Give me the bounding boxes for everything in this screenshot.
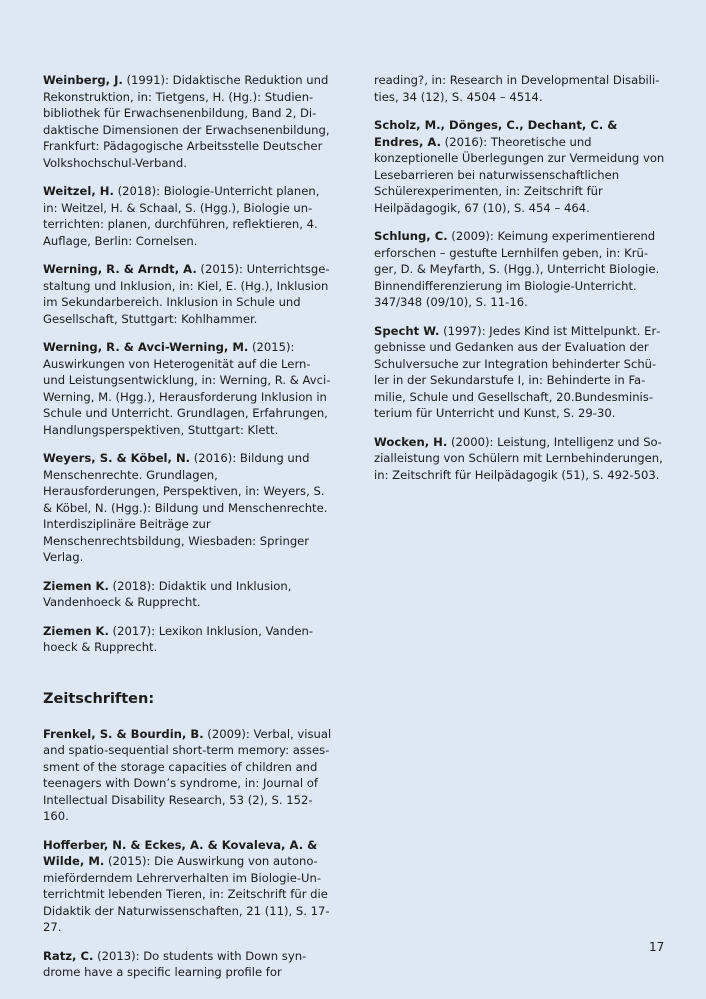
section-heading: Zeitschriften: bbox=[43, 690, 155, 707]
reference-text: (2018): Didaktik und Inklusion, Vandenhoeck & Rupprecht. bbox=[43, 578, 292, 609]
reference-author: Hofferber, N. & Eckes, A. & Kovaleva, A. & Wilde, M. bbox=[43, 837, 318, 868]
right-column bbox=[374, 72, 666, 495]
reference-text: (2015): Auswirkungen von Heterogenität auf die Lern- und Leistungsentwicklung, in: Werning, R. & Avci-Werning, M. (Hgg.), Herausforderung Inklusion in Schule und Unterricht. Grundlagen, Erfahrungen, Handlungsperspektiven, Stuttgart: Klett. bbox=[43, 340, 331, 437]
reference-author: Scholz, M., Dönges, C., Dechant, C. & Endres, A. bbox=[374, 118, 618, 149]
reference-entry bbox=[374, 323, 666, 422]
reference-text: (2015): Unterrichtsgestaltung und Inklusion, in: Kiel, E. (Hg.), Inklusion im Sekundarbereich. Inklusion in Schule und Gesellschaft, Stuttgart: Kohlhammer. bbox=[43, 262, 330, 326]
reference-entry bbox=[43, 948, 333, 981]
reference-author: Ratz, C. bbox=[43, 948, 94, 963]
reference-author: Werning, R. & Avci-Werning, M. bbox=[43, 340, 249, 354]
reference-author: Schlung, C. bbox=[374, 229, 448, 243]
reference-list-books bbox=[43, 72, 333, 656]
reference-entry bbox=[43, 837, 333, 936]
reference-author: Weyers, S. & Köbel, N. bbox=[43, 451, 191, 465]
reference-entry bbox=[374, 434, 666, 484]
reference-author: Specht W. bbox=[374, 323, 440, 338]
reference-text: (2018): Biologie-Unterricht planen, in: Weitzel, H. & Schaal, S. (Hgg.), Biologie unterrichten: planen, durchführen, reflektieren, 4. Auflage, Berlin: Cornelsen. bbox=[43, 184, 320, 248]
reference-author: Werning, R. & Arndt, A. bbox=[43, 262, 197, 276]
reference-author: Frenkel, S. & Bourdin, B. bbox=[43, 726, 204, 741]
reference-text: (2016): Bildung und Menschenrechte. Grundlagen, Herausforderungen, Perspektiven, in: Weyers, S. & Köbel, N. (Hgg.): Bildung und Menschenrechte. Interdisziplinäre Beiträge zur Menschenrechtsbildung, Wiesbaden: Springer Verlag. bbox=[43, 451, 328, 564]
reference-text: (2015): Die Auswirkung von autonomieförderndem Lehrerverhalten im Biologie-Unterrichtmit lebenden Tieren, in: Zeitschrift für die Didaktik der Naturwissenschaften, 21 (11), S. 17-27. bbox=[43, 854, 330, 934]
left-column bbox=[43, 72, 333, 993]
reference-entry bbox=[43, 339, 333, 438]
reference-text: (2017): Lexikon Inklusion, Vandenhoeck & Rupprecht. bbox=[43, 623, 314, 654]
reference-text: (2009): Keimung experimentierend erforschen – gestufte Lernhilfen geben, in: Krüger, D. & Meyfarth, S. (Hgg.), Unterricht Biologie. Binnendifferenzierung im Biologie-Unterricht. 347/348 (09/10), S. 11-16. bbox=[374, 229, 660, 309]
reference-list-journals bbox=[43, 726, 333, 981]
reference-author: Weinberg, J. bbox=[43, 73, 123, 87]
reference-text: (2009): Verbal, visual and spatio-sequential short-term memory: assessment of the storage capacities of children and teenagers with Down’s syndrome, in: Journal of Intellectual Disability Research, 53 (2), S. 152-160. bbox=[43, 726, 332, 823]
reference-author: Wocken, H. bbox=[374, 434, 448, 449]
reference-author: Ziemen K. bbox=[43, 623, 109, 638]
reference-entry bbox=[374, 228, 666, 311]
reference-text: (1997): Jedes Kind ist Mittelpunkt. Ergebnisse und Gedanken aus der Evaluation der Schulversuche zur Integration behinderter Schüler in der Sekundarstufe I, in: Behinderte in Familie, Schule und Gesellschaft, 20.Bundesministerium für Unterricht und Kunst, S. 29-30. bbox=[374, 323, 661, 420]
reference-entry bbox=[43, 726, 333, 825]
reference-text: (2000): Leistung, Intelligenz und Sozialleistung von Schülern mit Lernbehinderungen, in: Zeitschrift für Heilpädagogik (51), S. 492-503. bbox=[374, 434, 663, 482]
reference-entry bbox=[374, 117, 666, 216]
reference-entry bbox=[43, 261, 333, 327]
page-number: 17 bbox=[649, 940, 665, 954]
reference-entry bbox=[43, 72, 333, 171]
reference-entry bbox=[43, 623, 333, 656]
reference-entry bbox=[43, 183, 333, 249]
reference-list-journals-continued bbox=[374, 117, 666, 483]
reference-entry bbox=[43, 450, 333, 566]
reference-continuation: reading?, in: Research in Developmental Disabilities, 34 (12), S. 4504 – 4514. bbox=[374, 73, 660, 104]
reference-text: (2016): Theoretische und konzeptionelle Überlegungen zur Vermeidung von Lesebarrieren bei naturwissenschaftlichen Schülerexperimenten, in: Zeitschrift für Heilpädagogik, 67 (10), S. 454 – 464. bbox=[374, 134, 665, 215]
reference-entry bbox=[43, 578, 333, 611]
reference-text: (2013): Do students with Down syndrome have a specific learning profile for bbox=[43, 948, 307, 979]
reference-author: Ziemen K. bbox=[43, 578, 109, 593]
reference-text: (1991): Didaktische Reduktion und Rekonstruktion, in: Tietgens, H. (Hg.): Studienbibliothek für Erwachsenenbildung, Band 2, Didaktische Dimensionen der Erwachsenenbildung, Frankfurt: Pädagogische Arbeitsstelle Deutscher Volkshochschul-Verband. bbox=[43, 73, 330, 170]
reference-author: Weitzel, H. bbox=[43, 184, 114, 198]
